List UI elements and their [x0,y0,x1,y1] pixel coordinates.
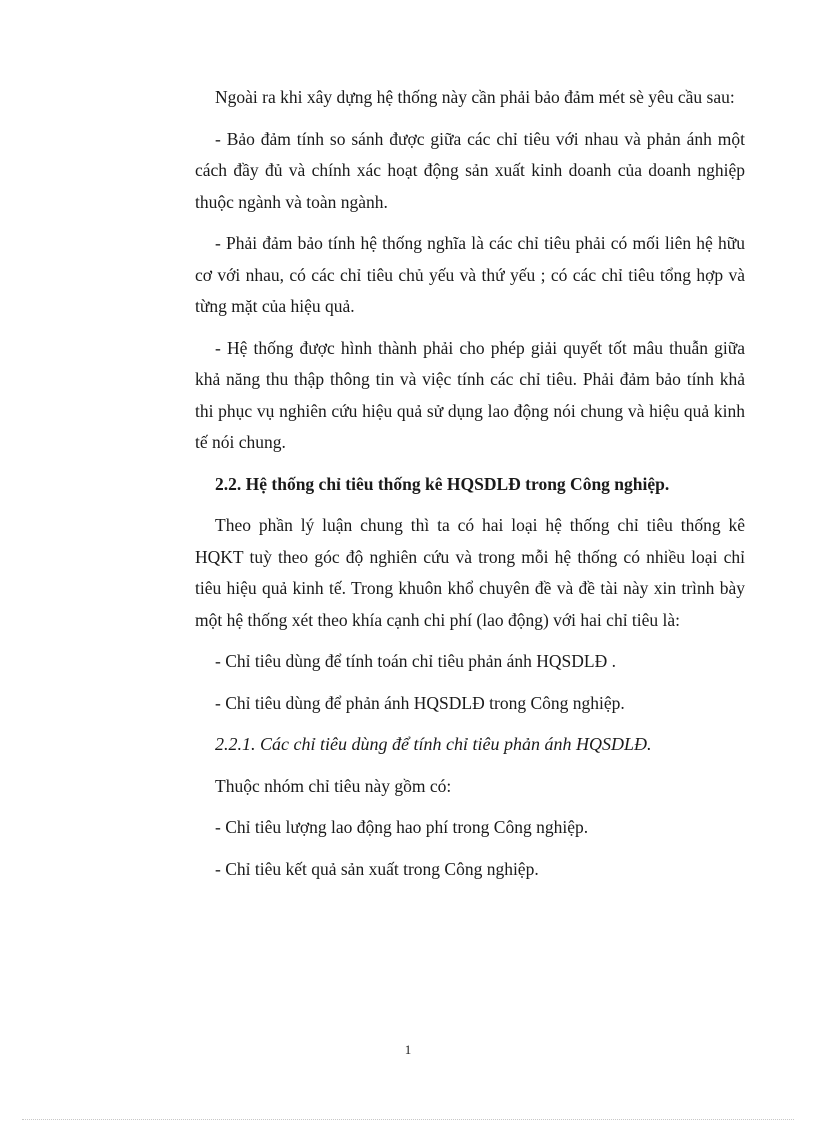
list-item-labor-consumption: - Chỉ tiêu lượng lao động hao phí trong Công nghiệp. [215,817,589,837]
paragraph-comparability: - Bảo đảm tính so sánh được giữa các chỉ tiêu với nhau và phản ánh một cách đầy đủ và chính xác hoạt động sản xuất kinh doanh của doanh nghiệp thuộc ngành và toàn ngành. [195,128,745,212]
list-item-reflection-indicators: - Chỉ tiêu dùng để phản ánh HQSDLĐ trong Công nghiệp. [215,692,625,713]
body-text [195,82,745,895]
page-bottom-border [22,1119,794,1120]
paragraph-theory: Theo phần lý luận chung thì ta có hai loại hệ thống chỉ tiêu thống kê HQKT tuỳ theo góc độ nghiên cứu và trong mỗi hệ thống có nhiều loại chỉ tiêu hiệu quả kinh tế. Trong khuôn khổ chuyên đề và đề tài này xin trình bày một hệ thống xét theo khía cạnh chi phí (lao động) với hai chỉ tiêu là: [195,515,745,630]
paragraph-feasibility: - Hệ thống được hình thành phải cho phép giải quyết tốt mâu thuẫn giữa khả năng thu thập thông tin và việc tính các chỉ tiêu. Phải đảm bảo tính khả thi phục vụ nghiên cứu hiệu quả sử dụng lao động nói chung và hiệu quả kinh tế nói chung. [195,337,745,452]
section-heading-2-2-1: 2.2.1. Các chỉ tiêu dùng để tính chỉ tiêu phản ánh HQSDLĐ. [215,734,652,754]
page-number: 1 [404,1042,412,1057]
paragraph-systematic: - Phải đảm bảo tính hệ thống nghĩa là các chỉ tiêu phải có mối liên hệ hữu cơ với nhau, có các chỉ tiêu chủ yếu và thứ yếu ; có các chỉ tiêu tổng hợp và từng mặt của hiệu quả. [195,233,745,316]
paragraph-group-intro: Thuộc nhóm chỉ tiêu này gồm có: [215,775,452,796]
list-item-production-results: - Chỉ tiêu kết quả sản xuất trong Công nghiệp. [215,858,539,879]
list-item-calculation-indicators: - Chỉ tiêu dùng để tính toán chỉ tiêu phản ánh HQSDLĐ . [215,651,616,671]
paragraph-requirements-intro: Ngoài ra khi xây dựng hệ thống này cần phải bảo đảm mét sè yêu cầu sau: [215,87,735,107]
section-heading-2-2: 2.2. Hệ thống chỉ tiêu thống kê HQSDLĐ trong Công nghiệp. [215,473,670,494]
